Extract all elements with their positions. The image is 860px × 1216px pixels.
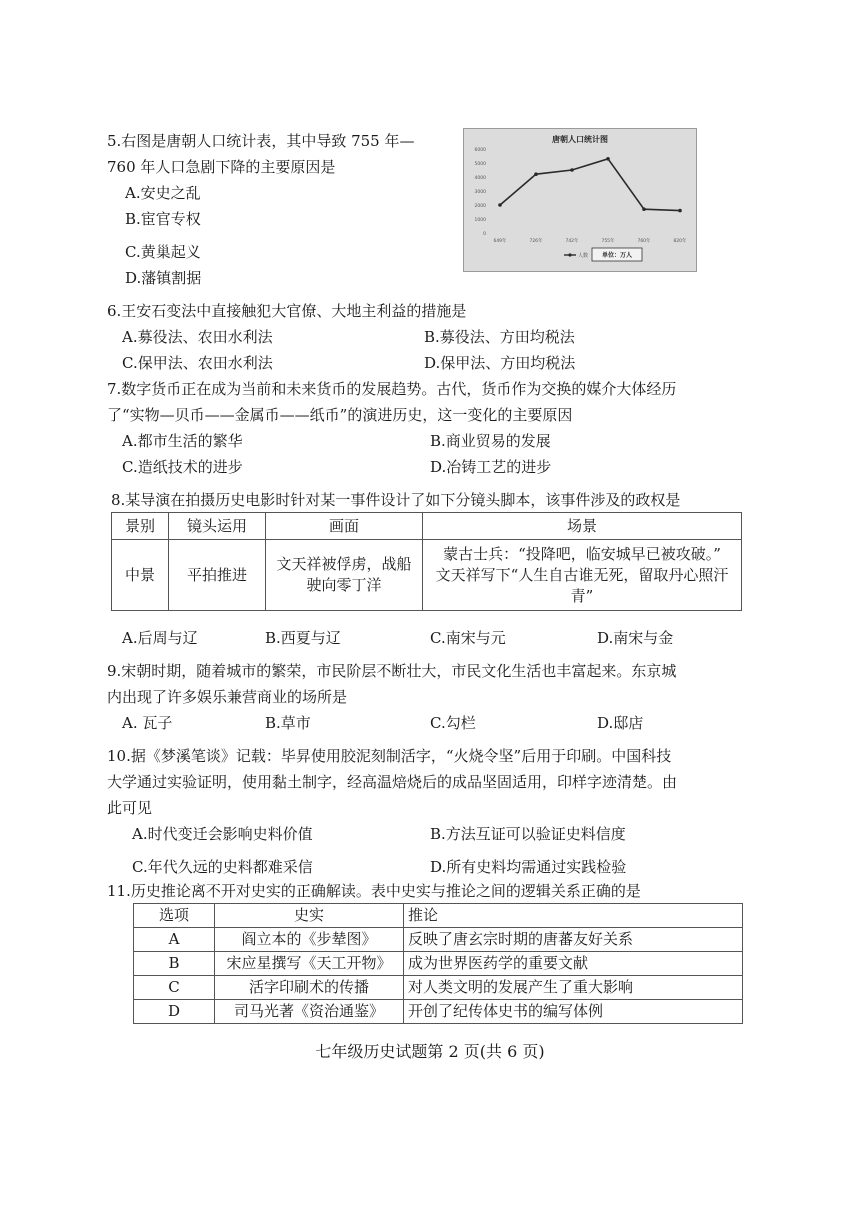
- changjing-line2: 文天祥写下“人生自古谁无死，留取丹心照汗青”: [435, 565, 729, 605]
- data-point: [498, 203, 502, 207]
- x-tick-label: 755年: [601, 239, 615, 244]
- q10-option-a: A.时代变迁会影响史料价值: [132, 825, 313, 843]
- q5-option-c: C.黄巢起义: [125, 243, 201, 261]
- q8-option-a: A.后周与辽: [122, 629, 198, 647]
- y-tick-label: 2000: [474, 204, 486, 209]
- y-tick-label: 4000: [474, 176, 486, 181]
- q6-option-b: B.募役法、方田均税法: [424, 328, 575, 346]
- q10-stem-line2: 大学通过实验证明，使用黏土制字，经高温焙烧后的成品坚固适用，印样字迹清楚。由: [107, 773, 678, 791]
- cell-huamian: 文天祥被俘虏，战船驶向零丁洋: [266, 540, 423, 611]
- header-changjing: 场景: [423, 513, 742, 540]
- table-row: [134, 1000, 743, 1024]
- q5-option-b: B.宦官专权: [125, 210, 201, 228]
- q9-option-d: D.邸店: [597, 714, 644, 732]
- q7-option-b: B.商业贸易的发展: [430, 432, 551, 450]
- data-point: [642, 207, 646, 211]
- q6-option-c: C.保甲法、农田水利法: [122, 354, 273, 372]
- q10-option-d: D.所有史料均需通过实践检验: [430, 858, 627, 876]
- cell-fact: 活字印刷术的传播: [215, 976, 404, 1000]
- q10-stem-line1: 10.据《梦溪笔谈》记载：毕昇使用胶泥刻制活字，“火烧令坚”后用于印刷。中国科技: [107, 747, 672, 765]
- y-tick-label: 5000: [474, 162, 486, 167]
- header-inference: 推论: [404, 904, 743, 928]
- q6-stem: 6.王安石变法中直接触犯大官僚、大地主利益的措施是: [107, 302, 467, 320]
- header-fact: 史实: [215, 904, 404, 928]
- data-point: [534, 172, 538, 176]
- cell-option: D: [134, 1000, 215, 1024]
- q9-option-c: C.勾栏: [430, 714, 476, 732]
- cell-inference: 开创了纪传体史书的编写体例: [404, 1000, 743, 1024]
- unit-label: 单位：万人: [601, 252, 633, 259]
- q11-stem: 11.历史推论离不开对史实的正确解读。表中史实与推论之间的逻辑关系正确的是: [107, 882, 641, 900]
- q7-option-c: C.造纸技术的进步: [122, 458, 243, 476]
- q6-option-d: D.保甲法、方田均税法: [424, 354, 576, 372]
- changjing-line1: 蒙古士兵：“投降吧，临安城早已被攻破。”: [443, 544, 721, 563]
- header-jingtou: 镜头运用: [169, 513, 266, 540]
- q8-option-d: D.南宋与金: [597, 629, 674, 647]
- q7-stem-line1: 7.数字货币正在成为当前和未来货币的发展趋势。古代，货币作为交换的媒介大体经历: [107, 380, 677, 398]
- q5-option-a: A.安史之乱: [125, 184, 201, 202]
- q9-stem-line2: 内出现了许多娱乐兼营商业的场所是: [107, 688, 348, 706]
- cell-jingbie: 中景: [112, 540, 169, 611]
- legend-marker: [568, 253, 571, 256]
- y-tick-label: 0: [483, 232, 486, 237]
- q10-option-c: C.年代久远的史料都难采信: [132, 858, 313, 876]
- q8-option-b: B.西夏与辽: [265, 629, 341, 647]
- cell-option: A: [134, 928, 215, 952]
- storyboard-table: [111, 512, 742, 611]
- q9-option-a: A. 瓦子: [122, 714, 173, 732]
- cell-inference: 对人类文明的发展产生了重大影响: [404, 976, 743, 1000]
- x-tick-label: 742年: [565, 239, 579, 244]
- q8-stem: 8.某导演在拍摄历史电影时针对某一事件设计了如下分镜头脚本，该事件涉及的政权是: [111, 491, 681, 509]
- q7-option-a: A.都市生活的繁华: [122, 432, 243, 450]
- cell-inference: 成为世界医药学的重要文献: [404, 952, 743, 976]
- cell-changjing: [423, 540, 742, 611]
- page-footer: 七年级历史试题第 2 页(共 6 页): [315, 1042, 545, 1061]
- table-row: [134, 976, 743, 1000]
- cell-option: B: [134, 952, 215, 976]
- data-point: [678, 209, 682, 213]
- header-option: 选项: [134, 904, 215, 928]
- q7-option-d: D.冶铸工艺的进步: [430, 458, 552, 476]
- q7-stem-line2: 了“实物—贝币——金属币——纸币”的演进历史，这一变化的主要原因: [107, 406, 573, 424]
- population-chart: [463, 128, 697, 272]
- table-header-row: [134, 904, 743, 928]
- q5-stem-line2: 760 年人口急剧下降的主要原因是: [107, 158, 336, 176]
- data-point: [606, 157, 610, 161]
- q5-stem-line1: 5.右图是唐朝人口统计表，其中导致 755 年—: [107, 132, 415, 150]
- q9-stem-line1: 9.宋朝时期，随着城市的繁荣，市民阶层不断壮大，市民文化生活也丰富起来。东京城: [107, 662, 677, 680]
- data-point: [570, 168, 574, 172]
- table-row: [134, 928, 743, 952]
- q9-option-b: B.草市: [265, 714, 311, 732]
- table-header-row: [112, 513, 742, 540]
- cell-inference: 反映了唐玄宗时期的唐蕃友好关系: [404, 928, 743, 952]
- cell-fact: 宋应星撰写《天工开物》: [215, 952, 404, 976]
- y-tick-label: 1000: [474, 218, 486, 223]
- legend-series-name: 人数: [578, 253, 589, 259]
- x-tick-label: 649年: [493, 239, 507, 244]
- cell-fact: 阎立本的《步辇图》: [215, 928, 404, 952]
- x-tick-label: 760年: [637, 239, 651, 244]
- cell-jingtou: 平拍推进: [169, 540, 266, 611]
- cell-fact: 司马光著《资治通鉴》: [215, 1000, 404, 1024]
- y-tick-label: 6000: [474, 148, 486, 153]
- x-tick-label: 726年: [529, 239, 543, 244]
- q10-option-b: B.方法互证可以验证史料信度: [430, 825, 626, 843]
- q5-option-d: D.藩镇割据: [125, 269, 202, 287]
- chart-title: 唐朝人口统计图: [552, 135, 608, 144]
- population-chart-svg: [464, 129, 696, 271]
- q10-stem-line3: 此可见: [107, 799, 153, 817]
- inference-table: [133, 903, 743, 1024]
- series-line: [500, 159, 680, 211]
- y-tick-label: 3000: [474, 190, 486, 195]
- x-tick-label: 820年: [673, 239, 687, 244]
- header-huamian: 画面: [266, 513, 423, 540]
- q6-option-a: A.募役法、农田水利法: [122, 328, 273, 346]
- table-row: [134, 952, 743, 976]
- q8-option-c: C.南宋与元: [430, 629, 506, 647]
- header-jingbie: 景别: [112, 513, 169, 540]
- table-row: [112, 540, 742, 611]
- cell-option: C: [134, 976, 215, 1000]
